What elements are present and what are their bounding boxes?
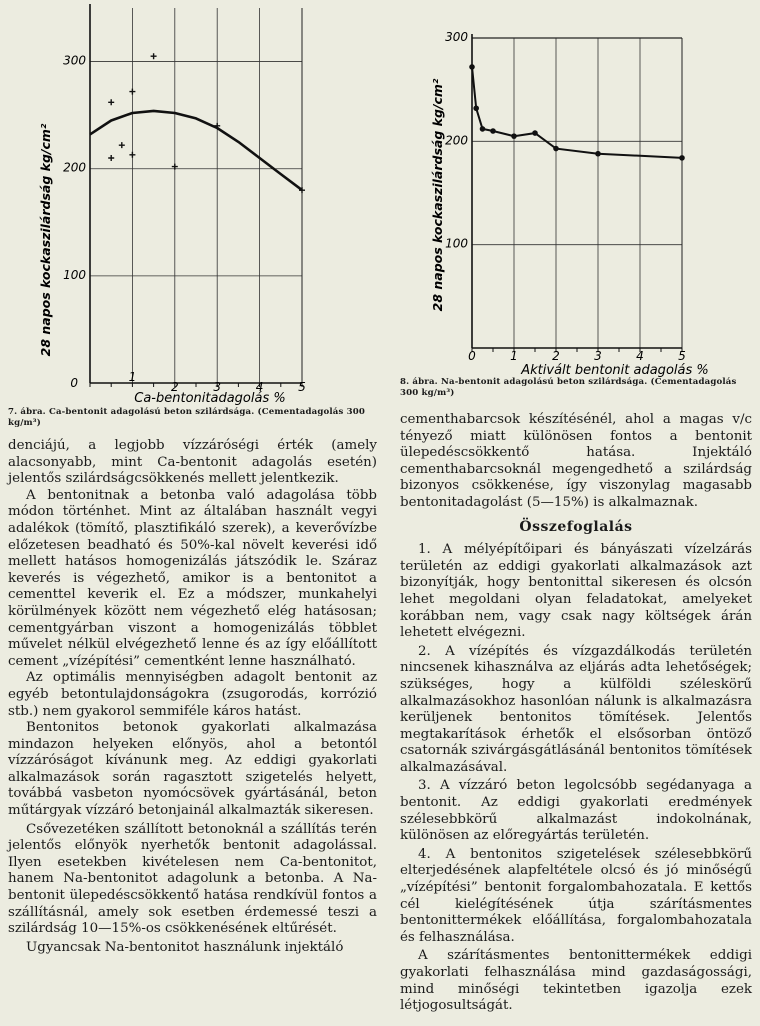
fig7-ticklabels xyxy=(63,54,306,394)
fig7-curve-group xyxy=(90,111,302,190)
fig8-x-tick-label: 3 xyxy=(594,349,602,363)
paragraph: Ugyancsak Na-bentonitot használunk injektáló xyxy=(26,939,344,955)
figure-8-caption: 8. ábra. Na-bentonit adagolású beton szilárdsága. (Cementadagolás 300 kg/m³) xyxy=(400,377,737,398)
fig8-y-tick-label: 200 xyxy=(445,133,468,148)
paragraph: denciájú, a legjobb vízzáróségi érték (amely alacsonyabb, mint Ca-bentonit adagolás esetén) jelentős szilárdságcsökkenés mellett jelentkezik. xyxy=(8,438,377,487)
fig8-y-tick-label: 300 xyxy=(445,30,468,44)
fig8-point xyxy=(595,151,601,157)
fig8-point xyxy=(469,64,475,70)
figure-8-chart xyxy=(392,0,760,405)
fig7-point xyxy=(129,152,135,158)
fig7-y-tick-label: 100 xyxy=(63,267,86,282)
fig8-x-tick-label: 4 xyxy=(636,349,644,363)
fig7-curve xyxy=(90,111,302,190)
figure-7-chart xyxy=(0,0,390,410)
fig7-x-tick-label: 5 xyxy=(298,380,306,394)
fig8-x-tick-label: 0 xyxy=(468,349,476,363)
fig7-grid xyxy=(90,8,302,383)
fig8-line xyxy=(472,67,682,158)
fig7-x-tick-label: 2 xyxy=(170,380,179,394)
fig8-point xyxy=(473,105,479,111)
paragraph: Csővezetéken szállított betonoknál a szállítás terén jelentős előnyök nyerhetők bentonit adagolással. Ilyen esetekben kivételesen nem Ca-bentonitot, hanem Na-bentonitot adagolunk a betonba. A Na-bentonit ülepedéscsökkentő hatása rendkívül fontos a szállításnál, amely sok esetben érdemessé teszi a szilárdság 10—15%-os csökkenésének eltűrését. xyxy=(8,821,377,937)
section-heading: Összefoglalás xyxy=(519,518,633,535)
fig8-point xyxy=(490,128,496,134)
fig7-y-tick-label: 300 xyxy=(63,53,86,68)
fig7-x-tick-label: 3 xyxy=(213,380,222,394)
fig8-point xyxy=(480,126,486,132)
fig8-grid xyxy=(472,38,682,348)
fig7-point xyxy=(108,155,114,161)
fig8-x-tick-label: 2 xyxy=(552,349,560,363)
fig8-x-tick-label: 1 xyxy=(510,349,518,363)
fig8-x-tick-label: 5 xyxy=(678,349,686,363)
paragraph: Bentonitos betonok gyakorlati alkalmazása mindazon helyeken előnyös, ahol a betontól vízzáróságot kívánunk meg. Az eddigi gyakorlati alkalmazások során ragasztott szigetelés helyett, továbbá vasbeton nyomócsövek gyártásánál, beton műtárgyak vízzáró betonjainál alkalmazták sikeresen. xyxy=(8,720,377,819)
summary-item: 3. A vízzáró beton legolcsóbb segédanyaga a bentonit. Az eddigi gyakorlati eredmények szélesebbkörű alkalmazást indokolnának, különösen az előregyártás területén. xyxy=(400,778,752,844)
fig7-point xyxy=(108,99,114,105)
summary-item: 1. A mélyépítőipari és bányászati vízelzárás területén az eddigi gyakorlati alkalmazások azt bizonyítják, hogy bentonittal sikeresen és olcsón lehet megoldani olyan feladatokat, amelyeket korábban nem, vagy csak nagy költségek árán lehetett elvégezni. xyxy=(400,542,752,641)
left-text-column xyxy=(8,438,377,956)
figure-7-caption: 7. ábra. Ca-bentonit adagolású beton szilárdsága. (Cementadagolás 300 kg/m³) xyxy=(8,407,366,428)
fig8-point xyxy=(511,133,517,139)
fig8-ticklabels xyxy=(445,30,686,363)
paragraph: A bentonitnak a betonba való adagolása több módon történhet. Mint az általában használt vegyi adalékok (tömítő, plasztifikáló szerek), a keverővízbe előzetesen beadható és 50%-kal növelt keverési idő mellett hatásos homogenizálás játszódik le. Száraz keverés is végezhető, amikor is a bentonitot a cementtel keverik el. Ez a módszer, munkahelyi körülmények között nem végezhető elég hatásosan; cementgyárban viszont a homogenizálás többlet művelet nélkül elvégezhető lenne és az így előállított cement „vízépítési” cementként lenne használható. xyxy=(8,487,377,669)
fig8-point xyxy=(553,146,559,152)
right-text-column xyxy=(400,412,752,1015)
fig8-ylabel: 28 napos kockaszilárdság kg/cm² xyxy=(430,78,445,312)
fig8-axes xyxy=(472,34,682,352)
fig8-point xyxy=(679,155,685,161)
fig7-point xyxy=(129,89,135,95)
fig8-point xyxy=(532,130,538,136)
fig8-y-tick-label: 100 xyxy=(445,236,468,251)
fig7-point xyxy=(119,142,125,148)
fig7-ylabel: 28 napos kockaszilárdság kg/cm² xyxy=(38,123,53,357)
fig7-point xyxy=(151,53,157,59)
paragraph: A szárításmentes bentonittermékek eddigi gyakorlati felhasználása mind gazdaságossági, mind minőségi tekintetben igazolja ezek létjogosultságát. xyxy=(400,948,752,1014)
fig8-xlabel: Aktivált bentonit adagolás % xyxy=(521,363,709,378)
paragraph: cementhabarcsok készítésénél, ahol a magas v/c tényező miatt különösen fontos a bentonit ülepedéscsökkentő hatása. Injektáló cementhabarcsoknál megengedhető a szilárdság bizonyos csökkenése, így viszonylag magasabb bentonitadagolást (5—15%) is alkalmaznak. xyxy=(400,412,752,510)
fig7-origin-label: 0 xyxy=(70,376,78,390)
fig8-line-group xyxy=(469,64,685,161)
fig7-x-tick-label: 4 xyxy=(255,380,264,394)
paragraph: Az optimális mennyiségben adagolt bentonit az egyéb betontulajdonságokra (zsugorodás, korrózió stb.) nem gyakorol semmiféle káros hatást. xyxy=(8,670,377,719)
summary-item: 4. A bentonitos szigetelések szélesebbkörű elterjedésének alapfeltétele olcsó és jó minőségű „vízépítési” bentonit forgalombahozatala. E kettős cél kielégítésének útja szárításmentes bentonittermékek előállítása, forgalombahozatala és felhasználása. xyxy=(400,846,752,945)
fig7-xlabel: Ca-bentonitadagolás % xyxy=(134,391,286,406)
fig7-x-tick-label: 1 xyxy=(128,370,137,384)
fig7-y-tick-label: 200 xyxy=(63,160,86,175)
summary-item: 2. A vízépítés és vízgazdálkodás területén nincsenek kihasználva az eljárás adta lehetőségek; szükséges, hogy a külföldi széleskörű alkalmazásokhoz hasonlóan nálunk is alkalmazásra kerüljenek bentonitos tömítések. Jelentős megtakarítások érhetők el elsősorban öntöző csatornák szivárgásgátlásánál bentonitos tömítések alkalmazásával. xyxy=(400,643,752,775)
